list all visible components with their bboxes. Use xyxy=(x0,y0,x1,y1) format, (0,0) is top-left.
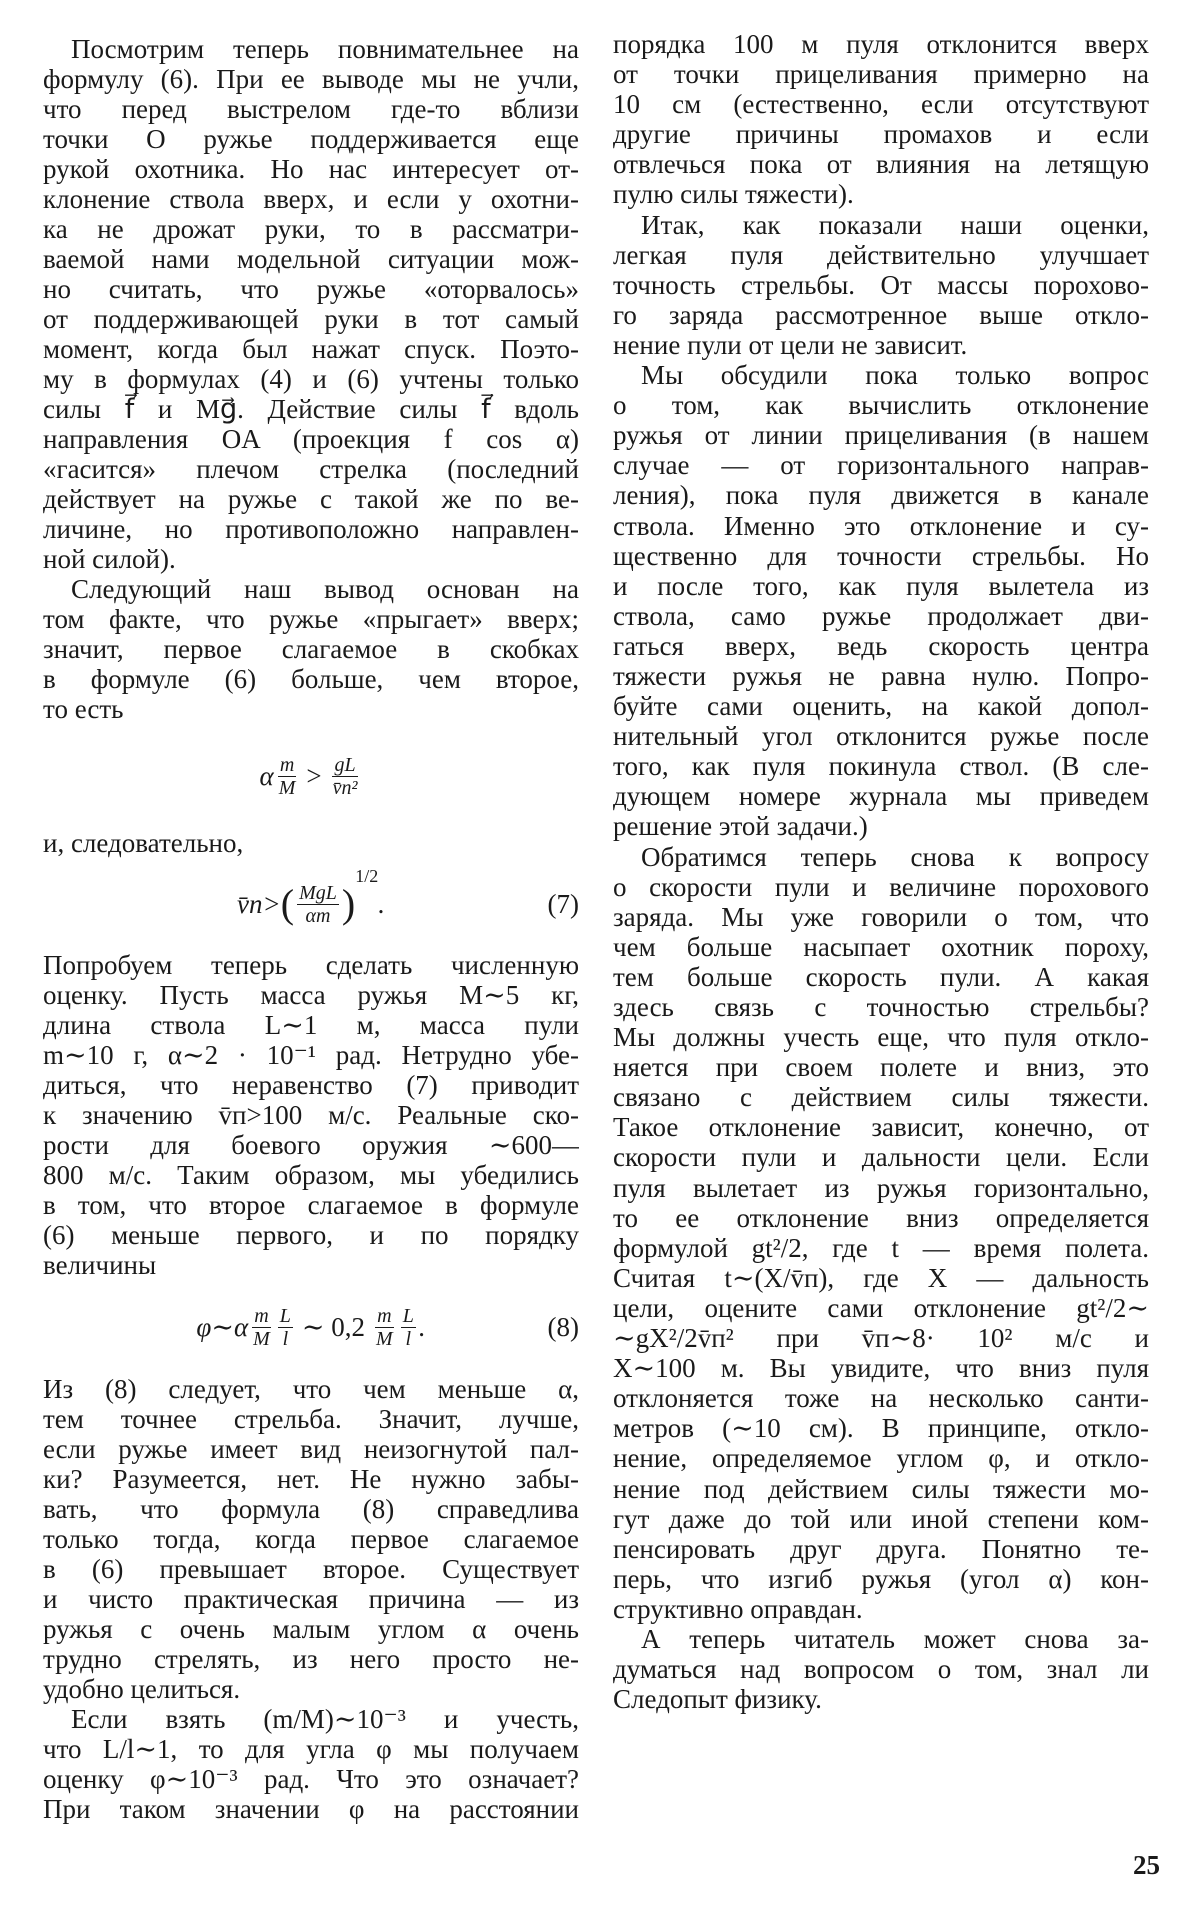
page-number: 25 xyxy=(1133,1850,1160,1880)
denominator: l xyxy=(405,1327,412,1350)
formula-lhs: φ∼α xyxy=(196,1311,249,1342)
numerator: gL xyxy=(334,753,356,776)
text-line: m∼10 г, α∼2 · 10⁻¹ рад. Нетрудно убе- xyxy=(43,1040,579,1070)
text-line: формулу (6). При ее выводе мы не учли, xyxy=(43,64,579,94)
formula-dot: . xyxy=(378,888,385,919)
text-block xyxy=(43,34,579,724)
right-column xyxy=(613,29,1149,1714)
text-line: нение под действием силы тяжести мо- xyxy=(613,1473,1149,1504)
text-line: если ружье имеет вид неизогнутой пал- xyxy=(43,1434,579,1464)
text-line: случае — от горизонтального направ- xyxy=(613,450,1149,481)
text-line: Мы должны учесть еще, что пуля откло- xyxy=(613,1022,1149,1053)
text-line: тем больше скорость пули. А какая xyxy=(613,961,1149,992)
numerator: MgL xyxy=(299,881,337,904)
text-line: 10 см (естественно, если отсутствуют xyxy=(613,89,1149,120)
denominator: αm xyxy=(305,904,331,927)
text-line: только тогда, когда первое слагаемое xyxy=(43,1524,579,1554)
text-line: перь, что изгиб ружья (угол α) кон- xyxy=(613,1563,1149,1594)
text-line: Попробуем теперь сделать численную xyxy=(43,950,579,980)
equation-number: (7) xyxy=(547,888,579,919)
text-line: При таком значении φ на расстоянии xyxy=(43,1794,579,1824)
denominator: M xyxy=(278,776,296,799)
text-line: 800 м/с. Таким образом, мы убедились xyxy=(43,1160,579,1190)
numerator: L xyxy=(402,1304,414,1327)
text-line: ления), пока пуля движется в канале xyxy=(613,480,1149,511)
text-line: ∼gX²/2v̄п² при v̄п∼8· 10² м/с и xyxy=(613,1323,1149,1354)
text-line: отклоняется тоже на несколько санти- xyxy=(613,1383,1149,1414)
text-block xyxy=(43,828,579,858)
text-line: другие причины промахов и если xyxy=(613,119,1149,150)
text-line: отвлечься пока от влияния на летящую xyxy=(613,149,1149,180)
equation-number: (8) xyxy=(547,1311,579,1342)
fraction xyxy=(277,754,298,799)
formula-operator: > xyxy=(306,760,322,791)
text-line: ной силой). xyxy=(43,544,176,574)
text-line: том факте, что ружье «прыгает» вверх; xyxy=(43,604,579,634)
text-line: Мы обсудили пока только вопрос xyxy=(641,360,1149,391)
denominator: v̄п² xyxy=(332,776,358,799)
text-line: заряда. Мы уже говорили о том, что xyxy=(613,901,1149,932)
text-line: няется при своем полете и вниз, это xyxy=(613,1052,1149,1083)
text-line: диться, что неравенство (7) приводит xyxy=(43,1070,579,1100)
formula-7 xyxy=(43,858,579,950)
denominator: l xyxy=(282,1327,289,1350)
text-line: порядка 100 м пуля отклонится вверх xyxy=(613,29,1149,59)
text-line: от точки прицеливания примерно на xyxy=(613,59,1149,90)
text-line: щественно для точности стрельбы. Но xyxy=(613,540,1149,571)
text-line: Считая t∼(X/v̄п), где X — дальность xyxy=(613,1262,1149,1293)
text-block xyxy=(43,950,579,1280)
text-line: «гасится» плечом стрелка (последний xyxy=(43,454,579,484)
text-line: ствола, само ружье продолжает дви- xyxy=(613,600,1149,631)
text-line: решение этой задачи.) xyxy=(613,811,868,842)
fraction xyxy=(297,882,339,927)
text-line: (6) меньше первого, и по порядку xyxy=(43,1220,579,1250)
text-line: гаться вверх, ведь скорость центра xyxy=(613,630,1149,661)
text-line: думаться над вопросом о том, знал ли xyxy=(613,1654,1149,1685)
text-line: от поддерживающей руки в тот самый xyxy=(43,304,579,334)
text-block xyxy=(613,29,1149,1714)
text-line: легкая пуля действительно улучшает xyxy=(613,239,1149,270)
text-line: Следующий наш вывод основан на xyxy=(71,574,579,604)
text-line: клонение ствола вверх, и если у охотни- xyxy=(43,184,579,214)
denominator: M xyxy=(253,1327,270,1350)
text-line: удобно целиться. xyxy=(43,1674,241,1704)
exponent: 1/2 xyxy=(355,866,379,886)
text-line: Такое отклонение зависит, конечно, от xyxy=(613,1112,1149,1143)
formula-dot: . xyxy=(418,1311,426,1342)
text-line: го заряда рассмотренное выше откло- xyxy=(613,299,1149,330)
text-line: метров (∼10 см). В принципе, откло- xyxy=(613,1413,1149,1444)
text-line: личине, но противоположно направлен- xyxy=(43,514,579,544)
text-line: ружья с очень малым углом α очень xyxy=(43,1614,579,1644)
text-line: точки О ружье поддерживается еще xyxy=(43,124,579,154)
fraction xyxy=(374,1305,395,1350)
fraction xyxy=(401,1305,416,1350)
text-line: А теперь читатель может снова за- xyxy=(641,1623,1149,1654)
text-line: величины xyxy=(43,1250,157,1280)
formula-inequality xyxy=(43,724,579,828)
text-line: ки? Разумеется, нет. Не нужно забы- xyxy=(43,1464,579,1494)
text-line: Если взять (m/M)∼10⁻³ и учесть, xyxy=(71,1704,579,1734)
text-line: Итак, как показали наши оценки, xyxy=(641,209,1149,240)
text-line: что перед выстрелом где-то вблизи xyxy=(43,94,579,124)
formula-symbol: α xyxy=(259,760,274,791)
text-line: тем точнее стрельба. Значит, лучше, xyxy=(43,1404,579,1434)
text-line: в формуле (6) больше, чем второе, xyxy=(43,664,579,694)
text-line: длина ствола L∼1 м, масса пули xyxy=(43,1010,579,1040)
text-line: пенсировать друг друга. Понятно те- xyxy=(613,1533,1149,1564)
text-line: скорости пули и дальности цели. Если xyxy=(613,1142,1149,1173)
text-line: пулю силы тяжести). xyxy=(613,179,854,210)
text-line: то есть xyxy=(43,694,124,724)
text-line: значит, первое слагаемое в скобках xyxy=(43,634,579,664)
formula-middle: ∼ 0,2 xyxy=(301,1311,366,1342)
text-line: Посмотрим теперь повнимательнее на xyxy=(71,34,579,64)
text-line: нение пули от цели не зависит. xyxy=(613,329,968,360)
numerator: m xyxy=(377,1304,392,1327)
fraction xyxy=(251,1305,272,1350)
text-line: и чисто практическая причина — из xyxy=(43,1584,579,1614)
numerator: m xyxy=(254,1304,269,1327)
formula-lhs: v̄п> xyxy=(237,888,281,919)
text-line: момент, когда был нажат спуск. Поэто- xyxy=(43,334,579,364)
fraction xyxy=(331,754,360,799)
paren: ) xyxy=(341,881,356,926)
text-line: связано с действием силы тяжести. xyxy=(613,1082,1149,1113)
text-line: но считать, что ружье «оторвалось» xyxy=(43,274,579,304)
numerator: L xyxy=(279,1304,291,1327)
text-line: чем больше насыпает охотник пороху, xyxy=(613,931,1149,962)
text-line: действует на ружье с такой же по ве- xyxy=(43,484,579,514)
text-line: о том, как вычислить отклонение xyxy=(613,390,1149,421)
text-line: пуля вылетает из ружья горизонтально, xyxy=(613,1172,1149,1203)
text-line: направления OA (проекция f cos α) xyxy=(43,424,579,454)
text-line: ка не дрожат руки, то в рассматри- xyxy=(43,214,579,244)
text-line: нительный угол отклонится ружье после xyxy=(613,721,1149,752)
text-line: точность стрельбы. От массы порохово- xyxy=(613,269,1149,300)
text-block xyxy=(43,1374,579,1824)
text-line: нение, определяемое углом φ, и откло- xyxy=(613,1443,1149,1474)
text-line: структивно оправдан. xyxy=(613,1593,863,1624)
text-line: и после того, как пуля вылетела из xyxy=(613,570,1149,601)
text-line: в том, что второе слагаемое в формуле xyxy=(43,1190,579,1220)
text-line: формулой gt²/2, где t — время полета. xyxy=(613,1232,1149,1263)
text-line: ружья от линии прицеливания (в нашем xyxy=(613,420,1149,451)
text-line: рости для боевого оружия ∼600— xyxy=(43,1130,579,1160)
text-line: в (6) превышает второе. Существует xyxy=(43,1554,579,1584)
text-line: гут даже до той или иной степени ком- xyxy=(613,1503,1149,1534)
text-line: буйте сами оценить, на какой допол- xyxy=(613,691,1149,722)
text-line: то ее отклонение вниз определяется xyxy=(613,1202,1149,1233)
text-line: ствола. Именно это отклонение и су- xyxy=(613,510,1149,541)
text-line: оценку. Пусть масса ружья M∼5 кг, xyxy=(43,980,579,1010)
text-line: Следопыт физику. xyxy=(613,1684,822,1715)
text-line: и, следовательно, xyxy=(43,828,244,858)
text-line: Из (8) следует, что чем меньше α, xyxy=(43,1374,579,1404)
fraction xyxy=(278,1305,293,1350)
text-line: дующем номере журнала мы приведем xyxy=(613,781,1149,812)
numerator: m xyxy=(279,753,295,776)
text-line: вать, что формула (8) справедлива xyxy=(43,1494,579,1524)
text-line: здесь связь с точностью стрельбы? xyxy=(613,992,1149,1022)
text-line: трудно стрелять, из него просто не- xyxy=(43,1644,579,1674)
text-line: цели, оцените сами отклонение gt²/2∼ xyxy=(613,1292,1149,1323)
paren: ( xyxy=(280,881,295,926)
text-line: того, как пуля покинула ствол. (В сле- xyxy=(613,751,1149,782)
text-line: силы f⃗ и Mg⃗. Действие силы f⃗ вдоль xyxy=(43,394,579,424)
text-line: тяжести ружья не равна нулю. Попро- xyxy=(613,660,1149,691)
text-line: ваемой нами модельной ситуации мож- xyxy=(43,244,579,274)
text-line: оценку φ∼10⁻³ рад. Что это означает? xyxy=(43,1764,579,1794)
text-line: X∼100 м. Вы увидите, что вниз пуля xyxy=(613,1353,1149,1384)
left-column xyxy=(43,34,579,1824)
formula-8 xyxy=(43,1280,579,1374)
text-line: Обратимся теперь снова к вопросу xyxy=(641,841,1149,872)
text-line: к значению v̄п>100 м/с. Реальные ско- xyxy=(43,1100,579,1130)
denominator: M xyxy=(376,1327,393,1350)
text-line: о скорости пули и величине порохового xyxy=(613,871,1149,902)
text-line: му в формулах (4) и (6) учтены только xyxy=(43,364,579,394)
text-line: что L/l∼1, то для угла φ мы получаем xyxy=(43,1734,579,1764)
text-line: рукой охотника. Но нас интересует от- xyxy=(43,154,579,184)
